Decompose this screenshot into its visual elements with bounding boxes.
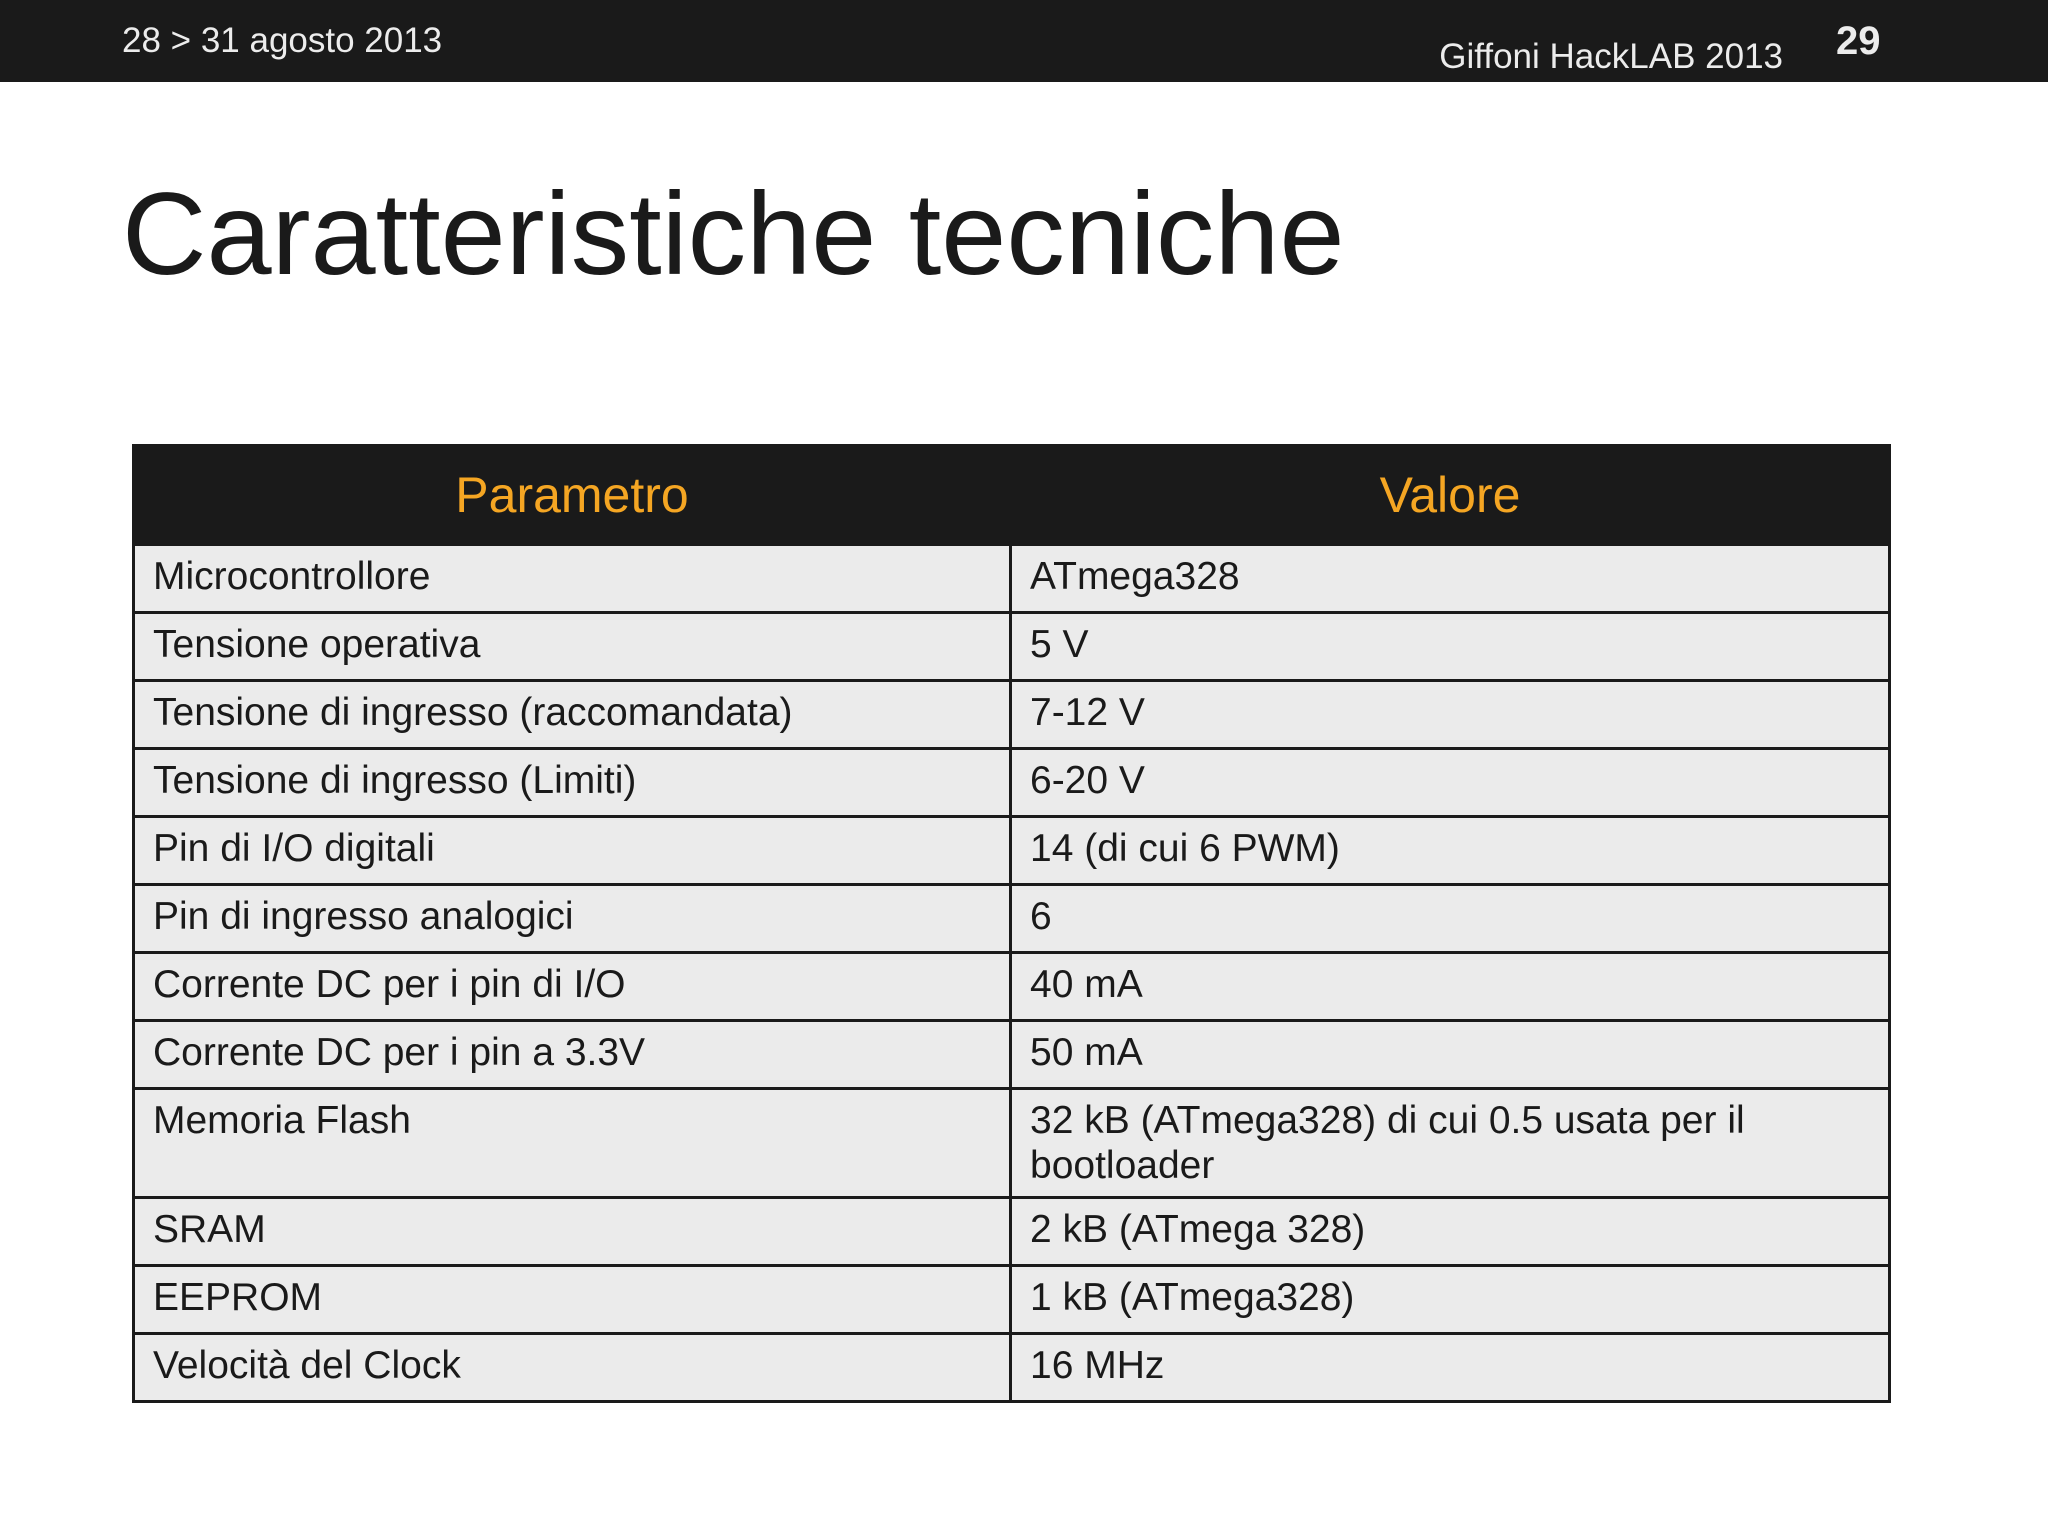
- parameter-cell: Corrente DC per i pin a 3.3V: [134, 1021, 1011, 1089]
- value-cell: 16 MHz: [1011, 1334, 1890, 1402]
- parameter-cell: Tensione operativa: [134, 613, 1011, 681]
- table-row: [134, 885, 1890, 953]
- value-cell: 1 kB (ATmega328): [1011, 1266, 1890, 1334]
- table-row: [134, 613, 1890, 681]
- table-row: [134, 1334, 1890, 1402]
- parameter-cell: Pin di ingresso analogici: [134, 885, 1011, 953]
- value-cell: 2 kB (ATmega 328): [1011, 1198, 1890, 1266]
- table-row: [134, 1266, 1890, 1334]
- date-range: 28 > 31 agosto 2013: [122, 21, 443, 60]
- table-row: [134, 545, 1890, 613]
- value-cell: 5 V: [1011, 613, 1890, 681]
- table-row: [134, 817, 1890, 885]
- parameter-cell: EEPROM: [134, 1266, 1011, 1334]
- table-row: [134, 749, 1890, 817]
- value-cell: 40 mA: [1011, 953, 1890, 1021]
- top-bar: [0, 0, 2048, 82]
- value-cell: ATmega328: [1011, 545, 1890, 613]
- specs-table: [132, 444, 1891, 1403]
- value-cell: 6: [1011, 885, 1890, 953]
- parameter-cell: Velocità del Clock: [134, 1334, 1011, 1402]
- column-header-value: Valore: [1011, 446, 1890, 545]
- parameter-cell: Tensione di ingresso (raccomandata): [134, 681, 1011, 749]
- table-row: [134, 953, 1890, 1021]
- parameter-cell: SRAM: [134, 1198, 1011, 1266]
- value-cell: 14 (di cui 6 PWM): [1011, 817, 1890, 885]
- page-number: 29: [1836, 19, 1881, 63]
- slide-title: Caratteristiche tecniche: [122, 168, 1345, 299]
- table-row: [134, 681, 1890, 749]
- table-row: [134, 1021, 1890, 1089]
- parameter-cell: Microcontrollore: [134, 545, 1011, 613]
- table-header-row: [134, 446, 1890, 545]
- parameter-cell: Memoria Flash: [134, 1089, 1011, 1198]
- event-name: Giffoni HackLAB 2013: [1439, 37, 1783, 76]
- value-cell: 6-20 V: [1011, 749, 1890, 817]
- parameter-cell: Pin di I/O digitali: [134, 817, 1011, 885]
- value-cell: 32 kB (ATmega328) di cui 0.5 usata per il bootloader: [1011, 1089, 1890, 1198]
- value-cell: 50 mA: [1011, 1021, 1890, 1089]
- column-header-parameter: Parametro: [134, 446, 1011, 545]
- parameter-cell: Corrente DC per i pin di I/O: [134, 953, 1011, 1021]
- table-row: [134, 1198, 1890, 1266]
- table-row: [134, 1089, 1890, 1198]
- value-cell: 7-12 V: [1011, 681, 1890, 749]
- parameter-cell: Tensione di ingresso (Limiti): [134, 749, 1011, 817]
